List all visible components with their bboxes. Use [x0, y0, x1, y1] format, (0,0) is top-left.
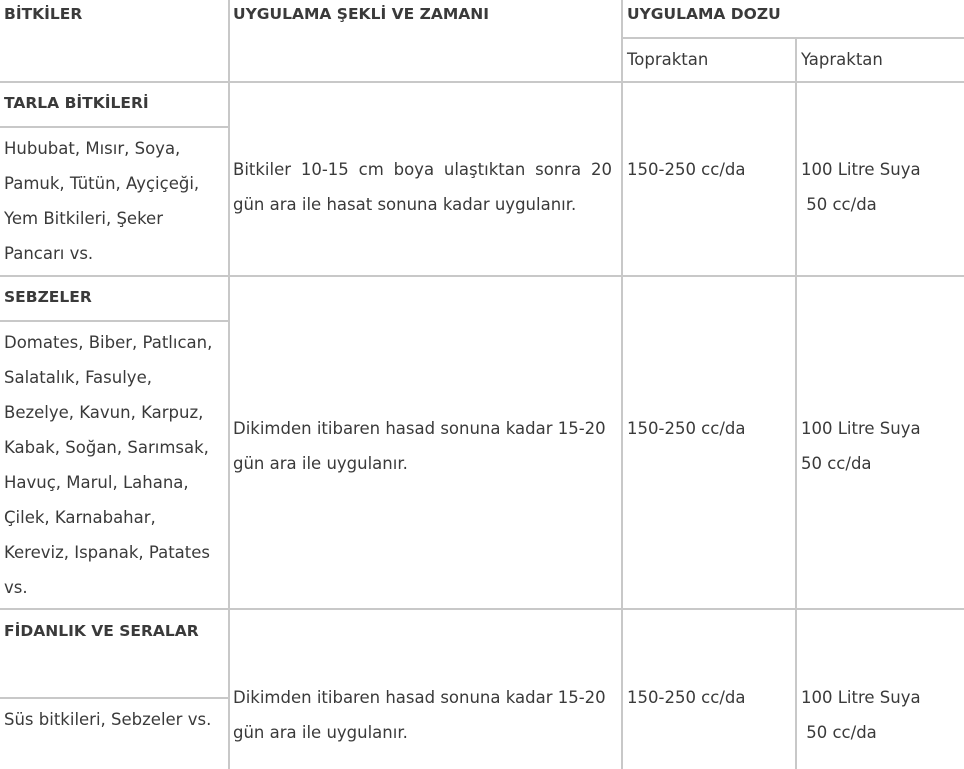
- group-method: Bitkiler 10-15 cm boya ulaştıktan sonra 20 gün ara ile hasat sonuna kadar uygulanır.: [233, 160, 612, 214]
- header-method: UYGULAMA ŞEKLİ VE ZAMANI: [233, 5, 489, 23]
- group-title: FİDANLIK VE SERALAR: [4, 622, 199, 640]
- group-plants: [4, 702, 211, 737]
- header-soil: Topraktan: [627, 50, 709, 69]
- plant-line: Pamuk, Tütün, Ayçiçeği,: [4, 174, 200, 193]
- col-divider-2: [621, 0, 623, 769]
- plant-line: Hububat, Mısır, Soya,: [4, 139, 181, 158]
- group-soil-dose: 150-250 cc/da: [627, 160, 746, 179]
- leaf-line: 50 cc/da: [801, 723, 877, 742]
- row-divider-dose: [621, 37, 964, 39]
- group-leaf-dose: [801, 680, 921, 750]
- group-method: Dikimden itibaren hasad sonuna kadar 15-20 gün ara ile uygulanır.: [233, 688, 606, 742]
- plant-line: Çilek, Karnabahar,: [4, 508, 156, 527]
- header-leaf: Yapraktan: [801, 50, 883, 69]
- group-leaf-dose: [801, 411, 921, 481]
- row-divider-g3-title: [0, 697, 229, 699]
- group-method: Dikimden itibaren hasad sonuna kadar 15-20 gün ara ile uygulanır.: [233, 419, 606, 473]
- group-title: SEBZELER: [4, 288, 92, 306]
- group-soil-dose: 150-250 cc/da: [627, 688, 746, 707]
- plant-line: Süs bitkileri, Sebzeler vs.: [4, 710, 212, 729]
- leaf-line: 100 Litre Suya: [801, 419, 921, 438]
- plant-line: Pancarı vs.: [4, 244, 94, 263]
- plant-line: Kabak, Soğan, Sarımsak,: [4, 438, 209, 457]
- leaf-line: 50 cc/da: [801, 454, 872, 473]
- group-plants: [4, 325, 212, 605]
- plant-line: vs.: [4, 578, 28, 597]
- row-divider-header: [0, 81, 964, 83]
- plant-line: Kereviz, Ispanak, Patates: [4, 543, 211, 562]
- group-plants: [4, 131, 199, 271]
- col-divider-3: [795, 38, 797, 769]
- plant-line: Salatalık, Fasulye,: [4, 368, 152, 387]
- group-title: TARLA BİTKİLERİ: [4, 94, 149, 112]
- plant-line: Yem Bitkileri, Şeker: [4, 209, 163, 228]
- row-divider-g2-title: [0, 320, 229, 322]
- leaf-line: 100 Litre Suya: [801, 160, 921, 179]
- row-divider-g2: [0, 608, 964, 610]
- header-dose: UYGULAMA DOZU: [627, 5, 781, 23]
- leaf-line: 100 Litre Suya: [801, 688, 921, 707]
- group-leaf-dose: [801, 152, 921, 222]
- plant-line: Havuç, Marul, Lahana,: [4, 473, 189, 492]
- plant-line: Bezelye, Kavun, Karpuz,: [4, 403, 204, 422]
- group-soil-dose: 150-250 cc/da: [627, 419, 746, 438]
- row-divider-g1: [0, 275, 964, 277]
- plant-line: Domates, Biber, Patlıcan,: [4, 333, 213, 352]
- header-plants: BİTKİLER: [4, 5, 83, 23]
- col-divider-1: [228, 0, 230, 769]
- leaf-line: 50 cc/da: [801, 195, 877, 214]
- row-divider-g1-title: [0, 126, 229, 128]
